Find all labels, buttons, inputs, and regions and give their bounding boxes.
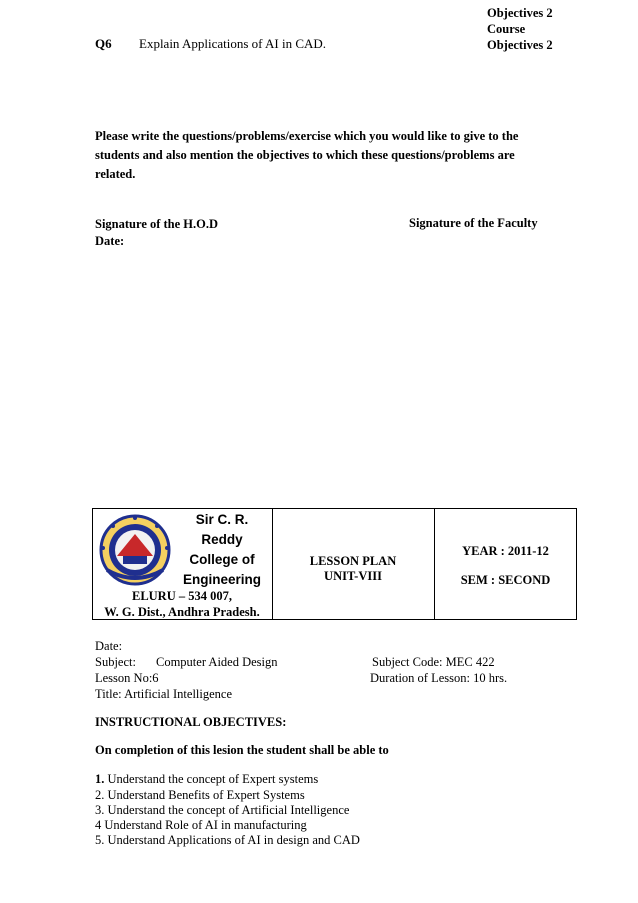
title-value: Artificial Intelligence (124, 687, 233, 701)
lesson-number: Lesson No:6 (95, 671, 159, 685)
course-line: Course (487, 22, 526, 36)
objective-item: 3. Understand the concept of Artificial Intelligence (95, 803, 350, 817)
objective-text: Understand the concept of Expert systems (104, 772, 319, 786)
subject-code: Subject Code: MEC 422 (372, 655, 495, 669)
subject-label: Subject: (95, 655, 136, 669)
college-name-line: College of (189, 552, 255, 567)
objectives-box (487, 5, 553, 53)
address-line: ELURU – 534 007, (131, 589, 232, 603)
college-name-line: Reddy (201, 532, 243, 547)
lesson-date: Date: (95, 639, 123, 653)
objective-item: 2. Understand Benefits of Expert Systems (95, 788, 305, 802)
college-name-line: Engineering (182, 572, 261, 587)
objective-item: 5. Understand Applications of AI in design and CAD (95, 833, 360, 847)
hod-signature-label: Signature of the H.O.D (95, 217, 219, 231)
semester-label: SEM : SECOND (460, 573, 551, 587)
date-label: Date: (95, 234, 125, 248)
objective-item: 4 Understand Role of AI in manufacturing (95, 818, 307, 832)
lesson-duration: Duration of Lesson: 10 hrs. (370, 671, 508, 685)
objectives-heading: INSTRUCTIONAL OBJECTIVES: (95, 715, 287, 729)
subject-value: Computer Aided Design (156, 655, 278, 669)
year-label: YEAR : 2011-12 (462, 544, 549, 558)
objective-number: 1. (95, 772, 105, 786)
question-number: Q6 (95, 36, 112, 51)
college-logo-emblem (97, 512, 173, 588)
table-divider (434, 509, 435, 619)
lesson-plan-label: LESSON PLAN (309, 554, 397, 568)
address-line: W. G. Dist., Andhra Pradesh. (104, 605, 260, 619)
objectives-line: Objectives 2 (487, 38, 553, 52)
faculty-signature-label: Signature of the Faculty (409, 216, 538, 230)
question-text: Explain Applications of AI in CAD. (139, 36, 327, 51)
objectives-line: Objectives 2 (487, 6, 553, 20)
instruction-paragraph: Please write the questions/problems/exercise which you would like to give to the students and also mention the objectives to which these questions/problems are related. (95, 129, 519, 181)
objective-item (95, 771, 318, 787)
objectives-intro: On completion of this lesion the student shall be able to (95, 743, 389, 757)
college-name (173, 510, 271, 590)
college-name-line: Sir C. R. (195, 512, 249, 527)
title-label: Title: (95, 687, 125, 701)
hod-signature-block (95, 216, 218, 250)
unit-label: UNIT-VIII (324, 569, 382, 583)
lesson-plan-title (272, 554, 434, 584)
lesson-title (95, 686, 232, 702)
college-address (92, 588, 272, 620)
